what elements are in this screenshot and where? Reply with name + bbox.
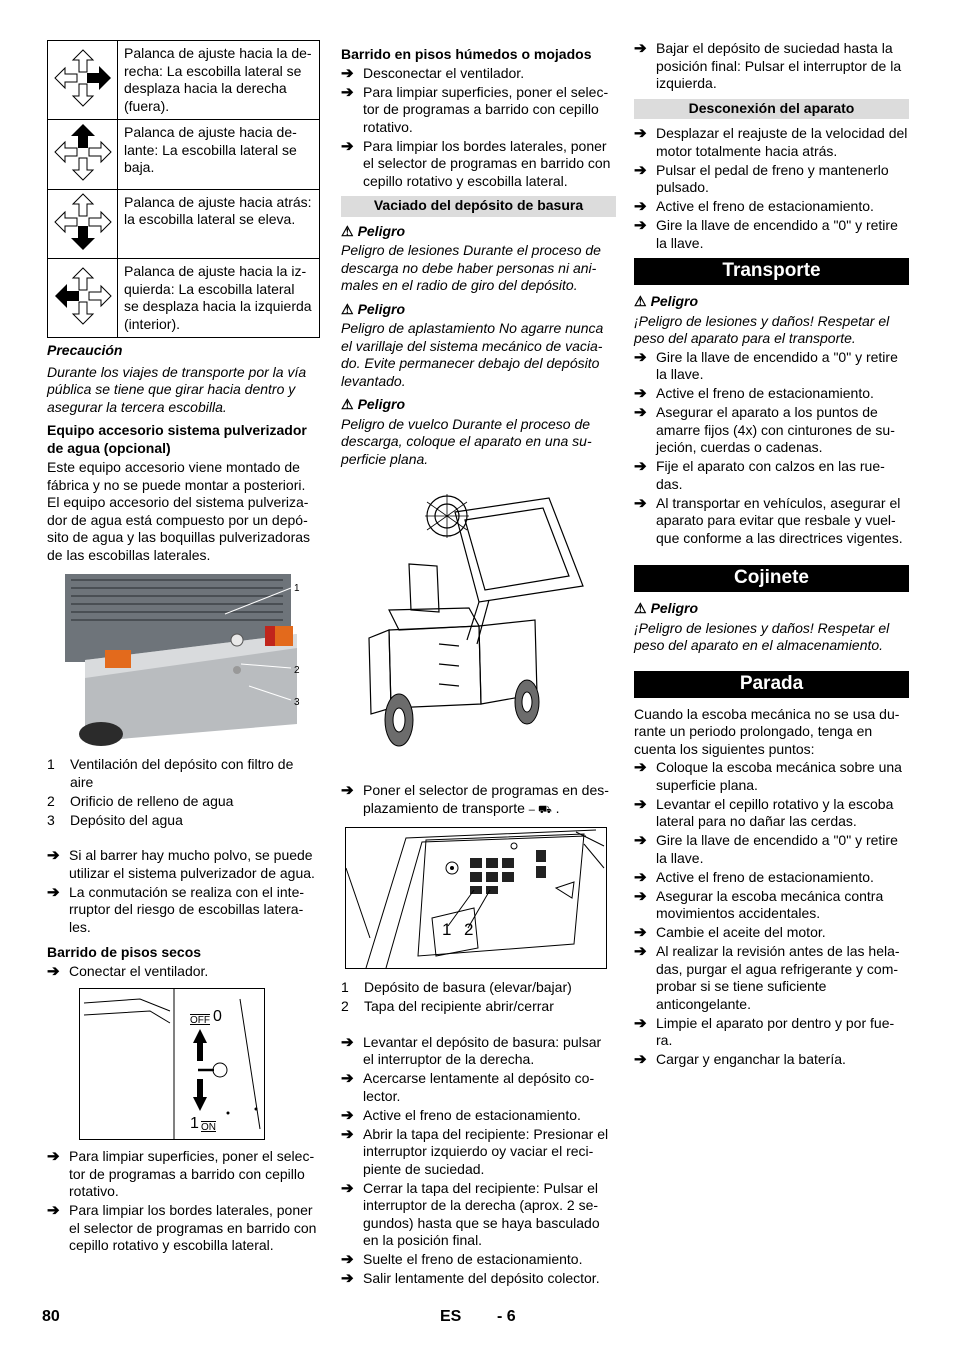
switch-one-label: 1 bbox=[190, 1115, 199, 1132]
fig-label-3: 3 bbox=[294, 697, 300, 708]
spray-text: Este equipo accesorio viene montado de fábrica y no se puede montar a posteriori. El equipo accesorio del sistema pulveriza-dor de agua está compuesto por un depó-sito de agua y las boquillas pulverizadoras de las escobillas laterales. bbox=[47, 459, 311, 563]
list-item: ➔ Gire la llave de encendido a "0" y retire la llave. bbox=[634, 348, 898, 382]
warning-text: Peligro de vuelco Durante el proceso de descarga, coloque el aparato en una su-perficie plana. bbox=[341, 415, 592, 467]
dry-selector-bullets bbox=[47, 1148, 317, 1255]
list-item: ➔ Limpie el aparato por dentro y por fue-ra. bbox=[634, 1014, 895, 1048]
list-item: ➔ Al realizar la revisión antes de las hela-das, purgar el agua refrigerante y com-probar si se tiene suficiente anticongelante. bbox=[634, 943, 900, 1012]
list-item: ➔ Active el freno de estacionamiento. bbox=[341, 1106, 581, 1124]
arrow-bullet-icon: ➔ bbox=[47, 847, 60, 864]
water-tank-legend bbox=[47, 756, 317, 829]
arrow-bullet-icon: ➔ bbox=[634, 458, 647, 475]
list-item: ➔ Conectar el ventilador. bbox=[47, 962, 209, 980]
transport-section-title: Transporte bbox=[634, 258, 909, 285]
list-item: ➔ Desconectar el ventilador. bbox=[341, 64, 525, 82]
column-middle bbox=[341, 46, 611, 1292]
fig-label-2: 2 bbox=[294, 665, 300, 676]
sweeper-dump-figure bbox=[359, 494, 589, 770]
arrow-bullet-icon: ➔ bbox=[47, 1148, 60, 1165]
arrow-bullet-icon: ➔ bbox=[47, 962, 60, 980]
arrow-bullet-icon: ➔ bbox=[341, 64, 354, 82]
list-item: ➔ La conmutación se realiza con el inte-rruptor del riesgo de escobillas latera-les. bbox=[47, 883, 305, 935]
arrow-bullet-icon: ➔ bbox=[341, 1179, 354, 1197]
arrow-bullet-icon: ➔ bbox=[634, 943, 647, 960]
panel-label-1: 1 bbox=[442, 920, 452, 939]
emptying-steps bbox=[341, 1034, 611, 1288]
list-item: ➔ Para limpiar superficies, poner el selec-tor de programas a barrido con cepillo rotativo. bbox=[341, 83, 609, 135]
lever-table bbox=[47, 40, 320, 338]
arrow-down-icon bbox=[48, 189, 118, 259]
lever-row-left bbox=[48, 259, 320, 338]
transport-bullets bbox=[634, 349, 909, 548]
list-item: ➔ Asegurar la escoba mecánica contra movimientos accidentales. bbox=[634, 887, 884, 921]
warning-title: ⚠ Peligro bbox=[341, 396, 406, 412]
arrow-bullet-icon: ➔ bbox=[47, 883, 60, 901]
list-item: ➔ Bajar el depósito de suciedad hasta la posición final: Pulsar el interruptor de la izquierda. bbox=[634, 40, 902, 91]
arrow-up-icon bbox=[48, 120, 118, 190]
arrow-bullet-icon: ➔ bbox=[634, 348, 647, 366]
lever-text-right: Palanca de ajuste hacia la de-recha: La escobilla lateral se desplaza hacia la derecha (fuera). bbox=[118, 41, 320, 120]
stop-bullets bbox=[634, 759, 909, 1069]
wet-bullets bbox=[341, 65, 611, 191]
lower-container-bullets bbox=[634, 40, 909, 93]
dry-heading: Barrido de pisos secos bbox=[47, 944, 202, 960]
list-item: ➔ Para limpiar los bordes laterales, poner el selector de programas en barrido con cepillo rotativo y escobilla lateral. bbox=[341, 137, 611, 189]
arrow-bullet-icon: ➔ bbox=[341, 1106, 354, 1124]
arrow-bullet-icon: ➔ bbox=[634, 1051, 647, 1068]
control-panel-figure bbox=[345, 827, 607, 969]
warning-title: ⚠ Peligro bbox=[634, 600, 699, 616]
list-item: ➔ Levantar el depósito de basura: pulsar el interruptor de la derecha. bbox=[341, 1033, 602, 1067]
warning-title: ⚠ Peligro bbox=[341, 222, 406, 239]
spray-heading: Equipo accesorio sistema pulverizador de agua (opcional) bbox=[47, 422, 307, 456]
arrow-bullet-icon: ➔ bbox=[634, 1014, 647, 1032]
warning-title: ⚠ Peligro bbox=[634, 293, 699, 309]
list-item: 2 Orificio de relleno de agua bbox=[47, 792, 234, 809]
dry-bullets bbox=[47, 963, 317, 981]
list-item: ➔ Abrir la tapa del recipiente: Presionar el interruptor izquierdo oy vaciar el reci-piente de suciedad. bbox=[341, 1125, 609, 1177]
list-item: ➔ Active el freno de estacionamiento. bbox=[634, 868, 874, 886]
warning-triangle-icon: ⚠ bbox=[634, 600, 647, 616]
arrow-bullet-icon: ➔ bbox=[634, 795, 647, 813]
warning-text: ¡Peligro de lesiones y daños! Respetar el peso del aparato para el transporte. bbox=[634, 312, 890, 346]
panel-legend bbox=[341, 979, 611, 1016]
list-item: ➔ Pulsar el pedal de freno y mantenerlo pulsado. bbox=[634, 161, 889, 195]
panel-label-2: 2 bbox=[464, 920, 474, 939]
arrow-bullet-icon: ➔ bbox=[634, 832, 647, 849]
stop-intro-text: Cuando la escoba mecánica no se usa du-rante un periodo prolongado, tenga en cuenta los siguientes puntos: bbox=[634, 705, 900, 757]
list-item: 3 Depósito del agua bbox=[47, 811, 183, 828]
column-left bbox=[47, 40, 317, 1259]
arrow-bullet-icon: ➔ bbox=[634, 161, 647, 179]
list-item: ➔ Salir lentamente del depósito colector. bbox=[341, 1270, 600, 1287]
list-item: ➔ Cargar y enganchar la batería. bbox=[634, 1051, 846, 1068]
list-item: 1 Depósito de basura (elevar/bajar) bbox=[341, 979, 572, 995]
list-item: ➔ Si al barrer hay mucho polvo, se puede utilizar el sistema pulverizador de agua. bbox=[47, 847, 315, 881]
arrow-bullet-icon: ➔ bbox=[341, 1270, 354, 1287]
precaucion-text: Durante los viajes de transporte por la vía pública se tiene que girar hacia dentro y asegurar la tercera escobilla. bbox=[47, 363, 307, 415]
warning-text: ¡Peligro de lesiones y daños! Respetar el peso del aparato en el almacenamiento. bbox=[634, 619, 890, 653]
arrow-bullet-icon: ➔ bbox=[634, 868, 647, 886]
list-item: ➔ Cambie el aceite del motor. bbox=[634, 924, 826, 941]
switch-on-label: ON bbox=[201, 1122, 216, 1133]
list-item: ➔ Para limpiar superficies, poner el selec-tor de programas a barrido con cepillo rotativo. bbox=[47, 1148, 315, 1199]
arrow-bullet-icon: ➔ bbox=[341, 1070, 354, 1087]
arrow-bullet-icon: ➔ bbox=[341, 83, 354, 101]
lever-row-up bbox=[48, 120, 320, 190]
stop-section-title: Parada bbox=[634, 671, 909, 698]
fig-label-1: 1 bbox=[294, 583, 300, 594]
warning-triangle-icon: ⚠ bbox=[341, 396, 354, 412]
precaucion-title: Precaución bbox=[47, 342, 123, 358]
list-item: ➔ Para limpiar los bordes laterales, poner el selector de programas en barrido con cepillo rotativo y escobilla lateral. bbox=[47, 1202, 317, 1253]
arrow-bullet-icon: ➔ bbox=[634, 385, 647, 402]
switch-off-label: OFF bbox=[190, 1015, 210, 1026]
empty-container-heading: Vaciado del depósito de basura bbox=[341, 196, 616, 217]
warning-text: Peligro de aplastamiento No agarre nunca el varillaje del sistema mecánico de vacia-do. Evite permanecer debajo del depósito levantado. bbox=[341, 320, 604, 389]
list-item: ➔ Active el freno de estacionamiento. bbox=[634, 385, 874, 402]
list-item: ➔ Poner el selector de programas en des-plazamiento de transporte – ⛟ . bbox=[341, 782, 609, 816]
arrow-bullet-icon: ➔ bbox=[634, 887, 647, 905]
arrow-left-icon bbox=[48, 259, 118, 338]
arrow-bullet-icon: ➔ bbox=[634, 125, 647, 142]
spray-bullets bbox=[47, 847, 317, 936]
arrow-right-icon bbox=[48, 41, 118, 120]
warning-triangle-icon: ⚠ bbox=[341, 222, 354, 239]
lever-row-down bbox=[48, 189, 320, 259]
arrow-bullet-icon: ➔ bbox=[341, 782, 354, 799]
list-item: ➔ Cerrar la tapa del recipiente: Pulsar el interruptor de la derecha (aprox. 2 se-gundos) hasta que se haya basculado en la posición final. bbox=[341, 1179, 600, 1248]
arrow-bullet-icon: ➔ bbox=[341, 137, 354, 155]
list-item: 2 Tapa del recipiente abrir/cerrar bbox=[341, 998, 554, 1014]
list-item: ➔ Fije el aparato con calzos en las rue-das. bbox=[634, 458, 885, 492]
arrow-bullet-icon: ➔ bbox=[634, 404, 647, 421]
switch-zero-label: 0 bbox=[213, 1008, 222, 1025]
arrow-bullet-icon: ➔ bbox=[634, 494, 647, 512]
list-item: ➔ Suelte el freno de estacionamiento. bbox=[341, 1251, 583, 1268]
lever-text-left: Palanca de ajuste hacia la iz-quierda: La escobilla lateral se desplaza hacia la izquierda (interior). bbox=[118, 259, 320, 338]
sub-page-number: - 6 bbox=[497, 1308, 516, 1325]
arrow-bullet-icon: ➔ bbox=[634, 924, 647, 941]
warning-text: Peligro de lesiones Durante el proceso de descarga no debe haber personas ni ani-males en el radio de giro del depósito. bbox=[341, 242, 601, 293]
list-item: ➔ Active el freno de estacionamiento. bbox=[634, 198, 874, 215]
arrow-bullet-icon: ➔ bbox=[341, 1251, 354, 1268]
lever-text-down: Palanca de ajuste hacia atrás: la escobilla lateral se eleva. bbox=[118, 189, 320, 259]
arrow-bullet-icon: ➔ bbox=[341, 1125, 354, 1143]
warning-triangle-icon: ⚠ bbox=[341, 300, 354, 317]
water-tank-figure bbox=[61, 574, 303, 746]
storage-section-title: Cojinete bbox=[634, 565, 909, 592]
list-item: ➔ Gire la llave de encendido a "0" y retire la llave. bbox=[634, 832, 898, 866]
arrow-bullet-icon: ➔ bbox=[634, 40, 647, 57]
page-number: 80 bbox=[42, 1308, 60, 1325]
arrow-bullet-icon: ➔ bbox=[634, 198, 647, 215]
list-item: ➔ Asegurar el aparato a los puntos de amarre fijos (4x) con cinturones de su-jeción, cuerdas o cadenas. bbox=[634, 404, 895, 455]
list-item: ➔ Al transportar en vehículos, asegurar el aparato para evitar que resbale y vuel-que conforme a las directrices vigentes. bbox=[634, 494, 903, 546]
arrow-bullet-icon: ➔ bbox=[634, 759, 647, 776]
list-item: ➔ Gire la llave de encendido a "0" y retire la llave. bbox=[634, 217, 898, 251]
arrow-bullet-icon: ➔ bbox=[341, 1033, 354, 1051]
wet-heading: Barrido en pisos húmedos o mojados bbox=[341, 46, 592, 62]
shutdown-bullets bbox=[634, 125, 909, 252]
transport-mode-icon: – ⛟ bbox=[528, 803, 552, 816]
arrow-bullet-icon: ➔ bbox=[634, 217, 647, 234]
lever-row-right bbox=[48, 41, 320, 120]
fan-switch-figure bbox=[79, 988, 265, 1140]
language-code: ES bbox=[440, 1308, 462, 1325]
list-item: ➔ Acercarse lentamente al depósito co-lector. bbox=[341, 1070, 595, 1104]
selector-bullets bbox=[341, 782, 611, 819]
warning-triangle-icon: ⚠ bbox=[634, 293, 647, 309]
shutdown-heading: Desconexión del aparato bbox=[634, 99, 909, 120]
list-item: 1 Ventilación del depósito con filtro de aire bbox=[47, 756, 294, 790]
list-item: ➔ Desplazar el reajuste de la velocidad del motor totalmente hacia atrás. bbox=[634, 125, 908, 159]
lever-text-up: Palanca de ajuste hacia de-lante: La escobilla lateral se baja. bbox=[118, 120, 320, 190]
arrow-bullet-icon: ➔ bbox=[47, 1202, 60, 1219]
warning-title: ⚠ Peligro bbox=[341, 300, 406, 317]
column-right bbox=[634, 40, 909, 1073]
list-item: ➔ Levantar el cepillo rotativo y la escoba lateral para no dañar las cerdas. bbox=[634, 795, 894, 829]
list-item: ➔ Coloque la escoba mecánica sobre una superficie plana. bbox=[634, 759, 902, 793]
